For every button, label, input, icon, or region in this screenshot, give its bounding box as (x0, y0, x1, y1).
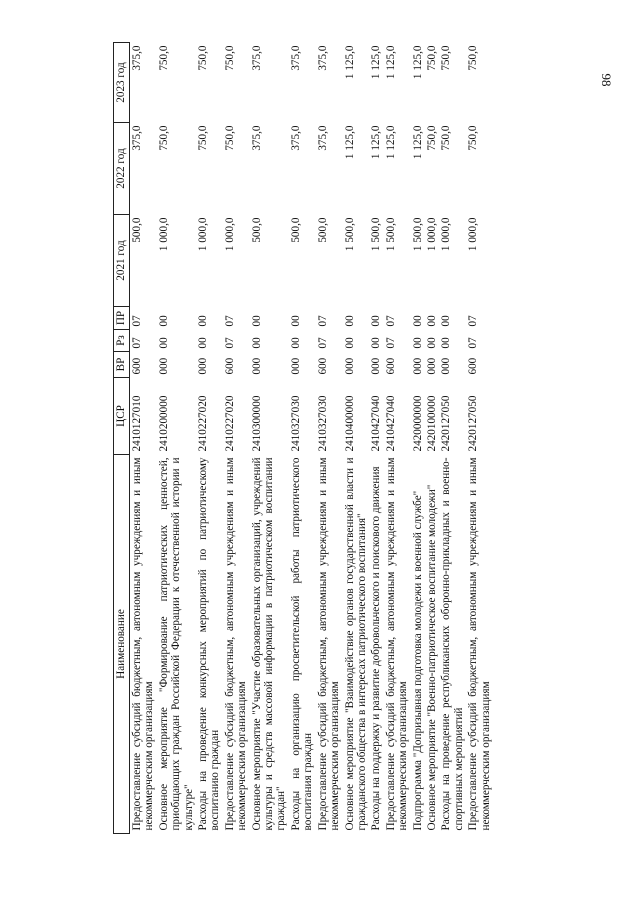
row-rz: 00 (440, 337, 453, 349)
row-csr: 2420100000 (425, 395, 438, 452)
row-csr: 2410300000 (250, 395, 263, 452)
row-2021: 1 000,0 (157, 217, 170, 252)
row-name: Подпрограмма "Допризывная подготовка молодежи к военной службе" (411, 490, 424, 831)
row-2023: 750,0 (440, 45, 453, 71)
row-name: Расходы на проведение конкурсных мероприятий по патриотическому воспитанию граждан (197, 457, 222, 831)
row-pr: 00 (411, 315, 424, 327)
row-2021: 1 000,0 (197, 217, 210, 252)
budget-table (113, 42, 493, 834)
row-vr: 600 (223, 357, 236, 375)
row-name: Основное мероприятие "Формирование патриотических ценностей, приобщающих граждан Российской Федерации к отечественной истории и культуре" (157, 457, 195, 831)
row-pr: 00 (425, 315, 438, 327)
row-vr: 000 (197, 357, 210, 375)
row-2023: 1 125,0 (343, 45, 356, 80)
header-name: Наименование (114, 455, 130, 834)
row-csr: 2410200000 (157, 395, 170, 452)
row-vr: 000 (411, 357, 424, 375)
row-2022: 375,0 (289, 125, 302, 151)
table-row (289, 43, 316, 834)
table-row (411, 43, 425, 834)
row-vr: 000 (440, 357, 453, 375)
row-rz: 07 (131, 337, 143, 349)
row-rz: 07 (384, 337, 397, 349)
row-2022: 1 125,0 (411, 125, 424, 160)
row-csr: 2410327030 (316, 395, 329, 452)
rotated-content (113, 45, 633, 834)
row-2023: 750,0 (467, 45, 480, 71)
row-rz: 00 (370, 337, 383, 349)
row-name: Расходы на поддержку и развитие добровольческого и поискового движения (370, 466, 383, 831)
page-number: 98 (599, 73, 614, 87)
row-2022: 750,0 (425, 125, 438, 151)
row-csr: 2420127050 (440, 395, 453, 452)
row-2021: 1 500,0 (370, 217, 383, 252)
row-rz: 00 (343, 337, 356, 349)
row-rz: 00 (250, 337, 263, 349)
row-2022: 1 125,0 (370, 125, 383, 160)
table-row (425, 43, 439, 834)
row-2023: 750,0 (425, 45, 438, 71)
table-row (223, 43, 250, 834)
row-csr: 2410427040 (370, 395, 383, 452)
row-csr: 2410127010 (131, 395, 143, 452)
row-pr: 00 (157, 315, 170, 327)
row-pr: 00 (370, 315, 383, 327)
row-2023: 750,0 (223, 45, 236, 71)
row-2022: 375,0 (131, 125, 143, 151)
row-name: Предоставление субсидий бюджетным, автономным учреждениям и иным некоммерческим организациям (131, 457, 156, 831)
row-csr: 2410427040 (384, 395, 397, 452)
row-2021: 500,0 (131, 217, 143, 243)
row-2022: 750,0 (440, 125, 453, 151)
table-row (466, 43, 493, 834)
row-2023: 375,0 (289, 45, 302, 71)
row-name: Предоставление субсидий бюджетным, автономным учреждениям и иным некоммерческим организациям (467, 457, 492, 831)
row-vr: 000 (289, 357, 302, 375)
row-rz: 00 (425, 337, 438, 349)
row-2021: 1 000,0 (467, 217, 480, 252)
row-rz: 07 (467, 337, 480, 349)
row-pr: 00 (197, 315, 210, 327)
header-2021: 2021 год (114, 215, 130, 307)
table-row (316, 43, 343, 834)
header-vr: ВР (114, 352, 130, 378)
row-rz: 00 (197, 337, 210, 349)
row-2023: 750,0 (157, 45, 170, 71)
row-pr: 00 (289, 315, 302, 327)
row-name: Основное мероприятие "Военно-патриотическое воспитание молодежи" (425, 484, 438, 831)
row-2023: 750,0 (197, 45, 210, 71)
header-csr: ЦСР (114, 378, 130, 455)
row-pr: 00 (343, 315, 356, 327)
table-body (130, 43, 493, 834)
row-2022: 375,0 (316, 125, 329, 151)
header-2022: 2022 год (114, 123, 130, 215)
row-name: Расходы на проведение республиканских оборонно-прикладных и военно-спортивных мероприятий (440, 457, 465, 831)
row-2021: 500,0 (289, 217, 302, 243)
table-row (343, 43, 370, 834)
table-row (439, 43, 466, 834)
row-vr: 600 (316, 357, 329, 375)
row-csr: 2420127050 (467, 395, 480, 452)
row-pr: 07 (384, 315, 397, 327)
table-header-row (114, 43, 130, 834)
row-rz: 00 (289, 337, 302, 349)
row-2021: 500,0 (250, 217, 263, 243)
row-pr: 07 (131, 315, 143, 327)
row-2023: 1 125,0 (370, 45, 383, 80)
rotated-page (113, 45, 633, 834)
row-2022: 375,0 (250, 125, 263, 151)
table-row (130, 43, 157, 834)
row-name: Предоставление субсидий бюджетным, автономным учреждениям и иным некоммерческим организациям (316, 457, 342, 831)
row-rz: 07 (316, 337, 329, 349)
row-2022: 1 125,0 (343, 125, 356, 160)
row-csr: 2410227020 (197, 395, 210, 452)
row-2021: 1 000,0 (425, 217, 438, 252)
row-vr: 000 (370, 357, 383, 375)
row-csr: 2410227020 (223, 395, 236, 452)
row-2022: 750,0 (197, 125, 210, 151)
row-2022: 750,0 (157, 125, 170, 151)
row-name: Основное мероприятие "Участие образовательных организаций, учреждений культуры и средств массовой информации в патриотическом воспитании граждан" (250, 457, 288, 831)
row-2021: 1 500,0 (384, 217, 397, 252)
row-pr: 00 (440, 315, 453, 327)
row-vr: 600 (467, 357, 480, 375)
row-2022: 750,0 (467, 125, 480, 151)
row-2022: 1 125,0 (384, 125, 397, 160)
table-row (196, 43, 223, 834)
row-vr: 000 (343, 357, 356, 375)
row-pr: 00 (250, 315, 263, 327)
row-2021: 500,0 (316, 217, 329, 243)
row-2021: 1 500,0 (411, 217, 424, 252)
row-rz: 00 (157, 337, 170, 349)
row-2021: 1 000,0 (440, 217, 453, 252)
row-2021: 1 000,0 (223, 217, 236, 252)
table-row (157, 43, 196, 834)
row-vr: 000 (250, 357, 263, 375)
row-pr: 07 (467, 315, 480, 327)
row-rz: 00 (411, 337, 424, 349)
header-2023: 2023 год (114, 43, 130, 123)
row-pr: 07 (316, 315, 329, 327)
table-row (384, 43, 411, 834)
row-2023: 375,0 (250, 45, 263, 71)
row-name: Предоставление субсидий бюджетным, автономным учреждениям и иным некоммерческим организациям (223, 457, 249, 831)
table-row (369, 43, 383, 834)
row-name: Расходы на организацию просветительской работы патриотического воспитания граждан (289, 457, 315, 831)
row-csr: 2410327030 (289, 395, 302, 452)
row-vr: 000 (157, 357, 170, 375)
row-2023: 1 125,0 (384, 45, 397, 80)
table-row (250, 43, 289, 834)
header-pr: ПР (114, 307, 130, 330)
row-2022: 750,0 (223, 125, 236, 151)
row-rz: 07 (223, 337, 236, 349)
row-csr: 2420000000 (411, 395, 424, 452)
row-2023: 375,0 (131, 45, 143, 71)
row-vr: 000 (425, 357, 438, 375)
row-vr: 600 (384, 357, 397, 375)
row-2023: 1 125,0 (411, 45, 424, 80)
row-2021: 1 500,0 (343, 217, 356, 252)
row-vr: 600 (131, 357, 143, 375)
header-rz: Рз (114, 330, 130, 352)
row-name: Основное мероприятие "Взаимодействие органов государственной власти и гражданского общества в интересах патриотического воспитания" (343, 457, 368, 831)
row-2023: 375,0 (316, 45, 329, 71)
row-pr: 07 (223, 315, 236, 327)
row-name: Предоставление субсидий бюджетным, автономным учреждениям и иным некоммерческим организациям (384, 457, 410, 831)
row-csr: 2410400000 (343, 395, 356, 452)
